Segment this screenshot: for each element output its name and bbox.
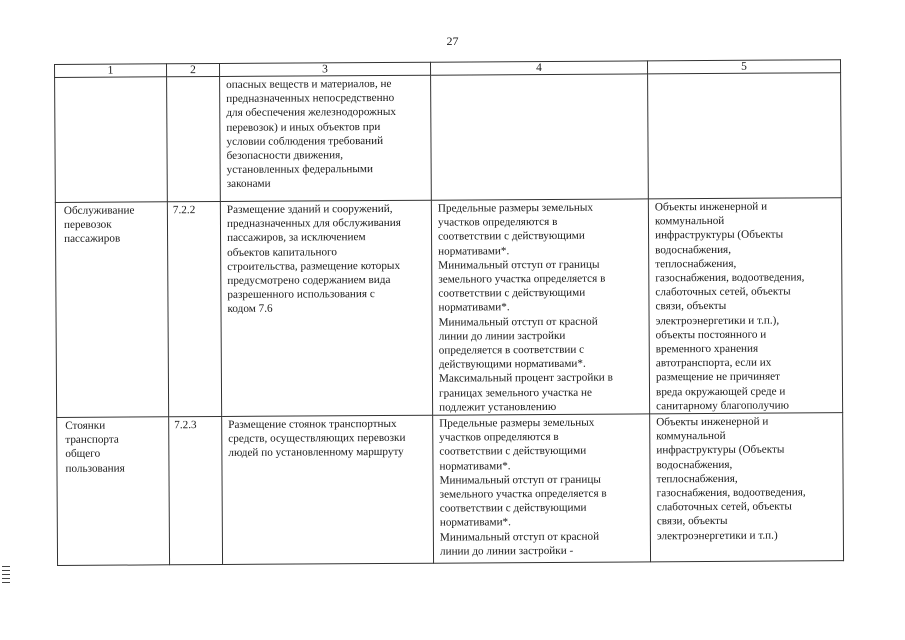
column-header-5: 5 <box>647 60 840 74</box>
table-cell-col2 <box>167 76 221 201</box>
table-cell-col4 <box>431 199 649 415</box>
cell-text-line: Объекты инженерной и <box>656 415 769 429</box>
cell-text-line: кодом 7.6 <box>227 303 273 316</box>
cell-text-line: линии до линии застройки - <box>439 544 574 558</box>
table-row <box>55 198 842 418</box>
cell-text-line: нормативами*. <box>438 301 510 315</box>
cell-text-line: связи, объекты <box>655 300 727 313</box>
cell-text-line: перевозок <box>63 218 112 232</box>
table-cell-col4 <box>433 414 651 563</box>
table-cell-col5 <box>648 198 842 414</box>
cell-text-line: 7.2.2 <box>172 204 196 217</box>
cell-text-line: действующими нормативами*. <box>438 357 586 371</box>
table-cell-col4 <box>431 74 649 200</box>
column-header-3: 3 <box>219 62 430 76</box>
cell-text-line: пассажиров, за исключением <box>227 231 366 245</box>
cell-text-line: нормативами*. <box>438 244 510 258</box>
cell-text-line: слаботочных сетей, объекты <box>656 500 792 514</box>
cell-text-line: линии до линии застройки <box>438 329 566 343</box>
cell-text-line: водоснабжения, <box>655 243 732 256</box>
cell-text-line: Минимальный отступ от границы <box>438 258 600 272</box>
cell-text-line: предусмотрено содержанием вида <box>227 273 391 287</box>
cell-text-line: коммунальной <box>656 430 726 443</box>
column-header-1: 1 <box>55 64 167 78</box>
cell-text-line: Минимальный отступ от красной <box>439 530 600 544</box>
cell-text-line: связи, объекты <box>656 515 728 528</box>
cell-text-line: безопасности движения, <box>226 149 344 162</box>
cell-text-line: газоснабжения, водоотведения, <box>655 271 805 285</box>
cell-text-line: Предельные размеры земельных <box>437 201 594 215</box>
cell-text-line: участков определяются в <box>439 431 559 444</box>
column-header-4: 4 <box>430 61 647 75</box>
cell-text-line: объектов капитального <box>227 245 337 259</box>
cell-text-line: соответствии с действующими <box>439 502 587 515</box>
cell-text-line: объекты постоянного и <box>655 328 767 342</box>
cell-text-line: предназначенных для обслуживания <box>226 217 401 231</box>
cell-text-line: санитарному благополучию <box>656 399 790 413</box>
cell-text-line: автотранспорта, если их <box>655 356 772 370</box>
cell-text-line: соответствии с действующими <box>439 445 587 459</box>
cell-text-line: Предельные размеры земельных <box>439 416 595 430</box>
cell-text-line: соответствии с действующими <box>438 286 586 300</box>
cell-text-line: электроэнергетики и т.п.) <box>656 529 778 542</box>
cell-text-line: нормативами*. <box>439 516 511 530</box>
cell-text-line: теплоснабжения, <box>655 257 737 271</box>
table-cell-col5 <box>650 413 844 562</box>
cell-text-line: для обеспечения железнодорожных <box>226 106 397 120</box>
cell-text-line: разрешенного использования с <box>227 288 375 302</box>
column-header-2: 2 <box>167 63 220 76</box>
table-cell-col1 <box>55 202 168 418</box>
table-cell-col2 <box>169 417 223 565</box>
cell-text-line: установленных федеральными <box>226 163 374 177</box>
cell-text-line: участков определяются в <box>437 216 558 229</box>
land-use-table <box>54 59 844 566</box>
cell-text-line: инфраструктуры (Объекты <box>655 228 784 242</box>
cell-text-line: Минимальный отступ от границы <box>439 473 601 487</box>
table-body <box>55 60 844 566</box>
table-row <box>55 73 842 203</box>
cell-text-line: средств, осуществляющих перевозки <box>228 432 406 446</box>
table-row <box>57 413 844 566</box>
cell-text-line: Объекты инженерной и <box>654 200 768 214</box>
table-cell-col2 <box>167 201 221 416</box>
cell-text-line: газоснабжения, водоотведения, <box>656 486 806 500</box>
table-cell-col3 <box>222 415 434 564</box>
cell-text-line: определяется в соответствии с <box>438 343 585 357</box>
cell-text-line: перевозок) и иных объектов при <box>226 120 381 134</box>
cell-text-line: размещение не причиняет <box>655 371 781 384</box>
cell-text-line: людей по установленному маршруту <box>228 446 404 460</box>
cell-text-line: вреда окружающей среде и <box>655 385 786 398</box>
table-cell-col1 <box>57 417 170 566</box>
table-cell-col3 <box>220 200 432 416</box>
cell-text-line: 7.2.3 <box>174 419 197 432</box>
cell-text-line: временного хранения <box>655 342 759 356</box>
cell-text-line: Стоянки <box>65 419 106 432</box>
cell-text-line: водоснабжения, <box>656 458 733 471</box>
cell-text-line: строительства, размещение которых <box>227 259 401 273</box>
cell-text-line: теплоснабжения, <box>656 472 738 486</box>
cell-text-line: Обслуживание <box>63 204 135 217</box>
cell-text-line: условии соблюдения требований <box>226 134 384 148</box>
cell-text-line: электроэнергетики и т.п.), <box>655 314 780 327</box>
cell-text-line: опасных веществ и материалов, не <box>226 77 392 91</box>
cell-text-line: Размещение стоянок транспортных <box>228 417 397 431</box>
cell-text-line: нормативами*. <box>439 459 511 473</box>
cell-text-line: земельного участка определяется в <box>439 487 607 501</box>
cell-text-line: подлежит установлению <box>439 400 557 414</box>
cell-text-line: границах земельного участка не <box>438 386 592 400</box>
cell-text-line: коммунальной <box>654 215 725 228</box>
cell-text-line: пользования <box>65 462 125 475</box>
cell-text-line: Максимальный процент застройки в <box>438 372 613 386</box>
page-number: 27 <box>446 34 459 48</box>
cell-text-line: Минимальный отступ от красной <box>438 315 598 329</box>
cell-text-line: предназначенных непосредственно <box>226 92 395 106</box>
cell-text-line: соответствии с действующими <box>438 230 585 244</box>
cell-text-line: транспорта <box>65 433 119 447</box>
table-cell-col1 <box>55 77 168 203</box>
cell-text-line: земельного участка определяется в <box>438 272 606 286</box>
cell-text-line: законами <box>226 178 271 191</box>
cell-text-line: пассажиров <box>64 233 121 246</box>
cell-text-line: Размещение зданий и сооружений, <box>226 202 393 216</box>
table-cell-col5 <box>648 73 842 199</box>
table-cell-col3 <box>220 75 432 201</box>
cell-text-line: инфраструктуры (Объекты <box>656 443 785 457</box>
cell-text-line: слаботочных сетей, объекты <box>655 285 791 299</box>
scan-margin-marks <box>2 566 10 586</box>
cell-text-line: общего <box>65 448 101 461</box>
